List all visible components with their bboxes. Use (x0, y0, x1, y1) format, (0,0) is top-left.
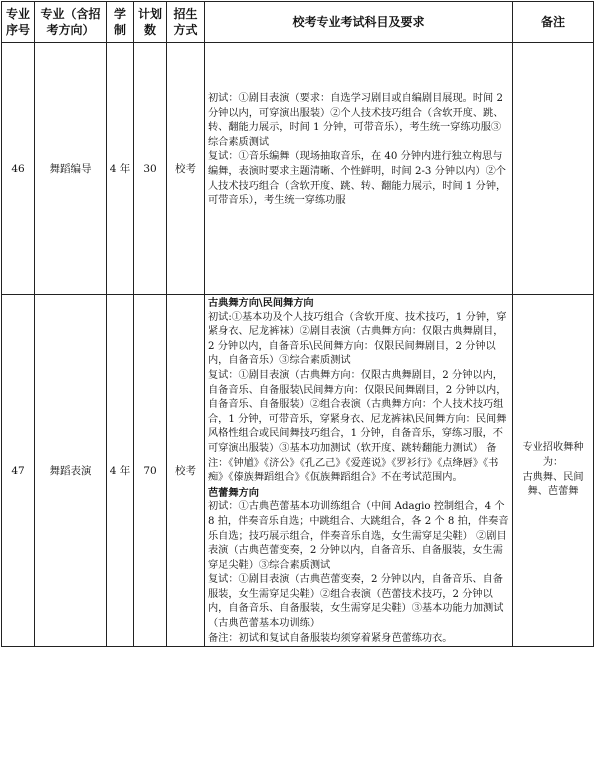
cell-plan: 30 (134, 43, 167, 295)
cell-requirements (205, 295, 513, 647)
requirement-paragraph: 备注：初试和复试自备服装均须穿着紧身芭蕾练功衣。 (208, 632, 453, 644)
cell-remarks: 专业招收舞种为： 古典舞、民间舞、芭蕾舞 (513, 295, 594, 647)
requirement-paragraph: 复试：①剧目表演（古典舞方向：仅限古典舞剧目，2 分钟以内，自备音乐、自备服装\民间舞方向：仅限民间舞剧目，2 分钟以内，自备音乐、自备服装）②组合表演（古典舞方向：个人技术技巧组合，1 分钟，可带音乐，穿紧身衣、尼龙裤袜\民间舞方向：民间舞风格性组合或民间舞技巧组合，1 分钟，自备音乐，穿练习服，不可穿演出服装）③基本功加测试（软开度、跳转翻能力测试） 备注：《钟馗》《济公》《孔乙己》《爱莲说》《罗衫行》《点绛唇》《书痴》《傣族舞蹈组合》《佤族舞蹈组合》不在考试范围内。 (208, 369, 507, 484)
cell-major: 舞蹈表演 (35, 295, 107, 647)
header-row (2, 2, 594, 43)
cell-method: 校考 (167, 43, 205, 295)
header-plan: 计划 数 (134, 2, 167, 43)
header-method: 招生 方式 (167, 2, 205, 43)
header-remarks: 备注 (513, 2, 594, 43)
section-title: 芭蕾舞方向 (208, 486, 259, 499)
section-title: 古典舞方向\民间舞方向 (208, 297, 314, 309)
table-row-47 (2, 295, 594, 647)
cell-duration: 4 年 (107, 43, 134, 295)
cell-major: 舞蹈编导 (35, 43, 107, 295)
requirement-paragraph: 复试：①音乐编舞（现场抽取音乐，在 40 分钟内进行独立构思与编舞，表演时要求主题清晰、个性鲜明，时间 2-3 分钟以内）②个人技术技巧组合（含软开度、跳、转、翻能力展示，时间 1 分钟，可带音乐），考生统一穿练功服 (208, 151, 507, 207)
table-row-46 (2, 43, 594, 295)
header-major: 专业（含招 考方向） (35, 2, 107, 43)
requirement-paragraph: 初试：①古典芭蕾基本功训练组合（中间 Adagio 控制组合，4 个 8 拍，伴奏音乐自选；中跳组合、大跳组合，各 2 个 8 拍，伴奏音乐自选；技巧展示组合，伴奏音乐自选，女生需穿足尖鞋） ②剧目表演（古典芭蕾变奏，2 分钟以内，自备音乐、自备服装，女生需穿足尖鞋）③综合素质测试 (208, 501, 509, 571)
header-seq: 专业 序号 (2, 2, 35, 43)
cell-plan: 70 (134, 295, 167, 647)
requirement-paragraph: 初试：①剧目表演（要求：自选学习剧目或自编剧目展现。时间 2 分钟以内，可穿演出服装）②个人技术技巧组合（含软开度、跳、转、翻能力展示，时间 1 分钟，可带音乐），考生统一穿练功服③综合素质测试 (208, 93, 504, 148)
admission-table (1, 1, 594, 647)
spacer (208, 44, 509, 92)
cell-method: 校考 (167, 295, 205, 647)
cell-remarks (513, 43, 594, 295)
header-duration: 学 制 (107, 2, 134, 43)
cell-duration: 4 年 (107, 295, 134, 647)
cell-seq: 46 (2, 43, 35, 295)
cell-seq: 47 (2, 295, 35, 647)
header-requirements: 校考专业考试科目及要求 (205, 2, 513, 43)
requirement-paragraph: 复试：①剧目表演（古典芭蕾变奏，2 分钟以内，自备音乐、自备服装，女生需穿足尖鞋）②组合表演（芭蕾技术技巧，2 分钟以内，自备音乐、自备服装，女生需穿足尖鞋）③基本功能力加测试（古典芭蕾基本功训练） (208, 574, 504, 630)
cell-requirements (205, 43, 513, 295)
requirement-paragraph: 初试:①基本功及个人技巧组合（含软开度、技术技巧，1 分钟，穿紧身衣、尼龙裤袜）②剧目表演（古典舞方向：仅限古典舞剧目，2 分钟以内，自备音乐\民间舞方向：仅限民间舞剧目，2 分钟以内，自备音乐）③综合素质测试 (208, 311, 507, 367)
